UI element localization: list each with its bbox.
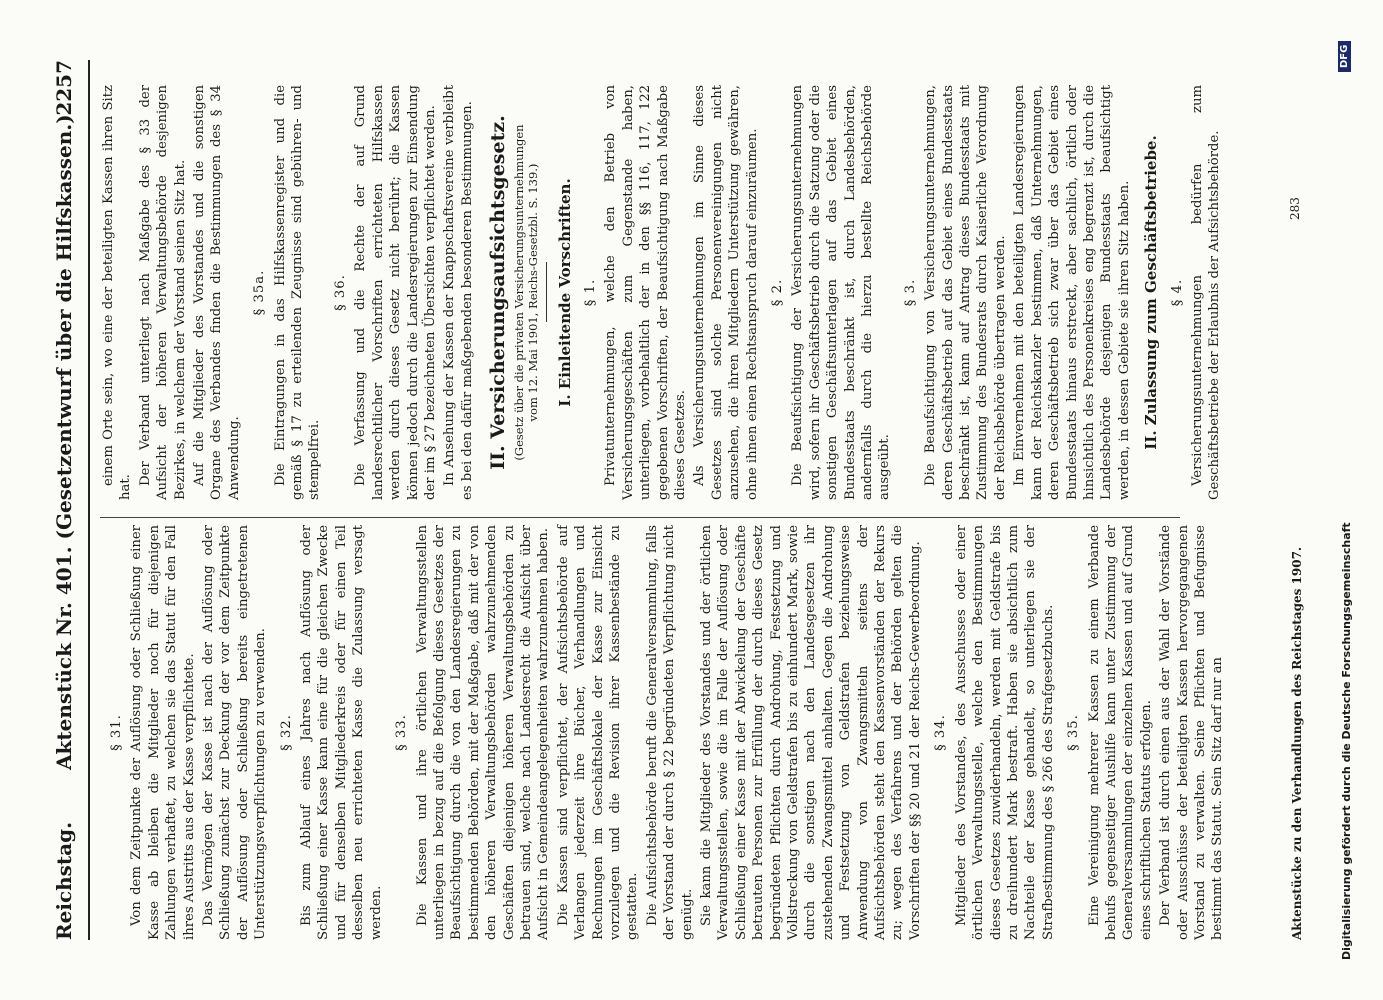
section-heading: § 35a. — [252, 269, 268, 316]
chapter-heading: II. Zulassung zum Geschäftsbetriebe. — [1142, 135, 1161, 450]
paragraph: Bis zum Ablauf eines Jahres nach Auflösung oder Schließung einer Kasse kann eine für die gleichen Zwecke und für denselben Mitgliederkreis oder für einen Teil desselben neu errichteten Kasse die Zulassung versagt werden. — [299, 525, 384, 940]
section-heading: § 31. — [109, 714, 124, 751]
paragraph: Die Kassen und ihre örtlichen Verwaltungsstellen unterliegen in bezug auf die Befolgung dieses Gesetzes der Beaufsichtigung durch die von den Landesregierungen zu bestimmenden Behörden, mit der Maßgabe, daß mit der von den höheren Verwaltungsbehörden wahrzunehmenden Geschäften diejenigen höheren Verwaltungsbehörden zu betrauen sind, welche nach Landesrecht die Aufsicht über Aufsicht in Gemeindeangelegenheiten wahrzunehmen haben. — [414, 525, 552, 940]
section-heading: § 33. — [394, 714, 410, 751]
column-divider — [100, 517, 1180, 518]
paragraph: Sie kann die Mitglieder des Vorstandes und der örtlichen Verwaltungsstellen, sowie die im Falle der Auflösung oder Schließung einer Kasse mit der Abwickelung der Geschäfte betrauten Personen zur Erfüllung der durch dieses Gesetz begründeten Pflichten durch Androhung, Festsetzung und Vollstreckung von Geldstrafen bis zu einhundert Mark, sowie durch die sonstigen nach den Landesgesetzen ihr zustehenden Zwangsmittel anhalten. Gegen die Androhung und Festsetzung von Geldstrafen beziehungsweise Anwendung von Zwangsmitteln seitens der Aufsichtsbehörden steht den Kassenvorständen der Rekurs zu; wegen des Verfahrens und der Behörden gelten die Vorschriften der §§ 20 und 21 der Reichs-Gewerbeordnung. — [699, 525, 923, 940]
paragraph: einem Orte sein, wo eine der beteiligten Kassen ihren Sitz hat. — [101, 85, 134, 500]
page-header — [34, 60, 90, 940]
header-page-number: 2257 — [52, 60, 76, 116]
paragraph: Die Aufsichtsbehörde beruft die Generalversammlung, falls der Vorstand der durch § 22 begründeten Verpflichtung nicht genügt. — [644, 525, 695, 940]
text-column-left — [100, 525, 1229, 940]
paragraph: Eine Vereinigung mehrerer Kassen zu einem Verbande behufs gegenseitiger Aushilfe kann unter Zustimmung der Generalversammlungen der einzelnen Kassen und auf Grund eines schriftlichen Statuts erfolgen. — [1086, 525, 1154, 940]
section-heading: § 4. — [1169, 278, 1185, 307]
sheet-number: 283 — [1288, 197, 1302, 220]
footer-note: Aktenstücke zu den Verhandlungen des Reichstages 1907. — [1290, 546, 1304, 940]
header-title: Aktenstück Nr. 401. (Gesetzentwurf über die Hilfskassen.) — [52, 114, 76, 770]
text-column-right — [100, 85, 1226, 500]
chapter-heading: I. Einleitende Vorschriften. — [555, 178, 574, 407]
law-citation: (Gesetz über die privaten Versicherungsunternehmungen vom 12. Mai 1901, Reichs-Gesetzbl. S. 139.) — [511, 124, 540, 461]
digitization-note: Digitalisierung gefördert durch die Deutsche Forschungsgemeinschaft — [1340, 522, 1353, 960]
part-title: II. Versicherungsaufsichtsgesetz. — [487, 115, 510, 470]
section-heading: § 36. — [332, 274, 348, 311]
section-heading: § 3. — [902, 278, 918, 307]
paragraph: Der Verband ist durch einen aus der Wahl der Vorstände oder Ausschüsse der beteiligten Kassen hervorgegangenen Vorstand zu verwalten. Seine Pflichten und Befugnisse bestimmt das Statut. Sein Sitz darf nur an — [1158, 525, 1226, 940]
paragraph: Privatunternehmungen, welche den Betrieb von Versicherungsgeschäften zum Gegenstande haben, unterliegen, vorbehaltlich der in den §§ 116, 117, 122 gegebenen Vorschriften, der Beaufsichtigung nach Maßgabe dieses Gesetzes. — [603, 85, 688, 500]
section-heading: § 1. — [582, 278, 598, 307]
section-heading: § 32. — [278, 714, 294, 751]
paragraph: Der Verband unterliegt nach Maßgabe des § 33 der Aufsicht der höheren Verwaltungsbehörde desjenigen Bezirkes, in welchem der Vorstand seinen Sitz hat. — [137, 85, 188, 500]
paragraph: Auf die Mitglieder des Vorstandes und die sonstigen Organe des Verbandes finden die Bestimmungen des § 34 Anwendung. — [192, 85, 242, 500]
paragraph: Von dem Zeitpunkte der Auflösung oder Schließung einer Kasse ab bleiben die Mitglieder noch für diejenigen Zahlungen verhaftet, zu welchen sie das Statut für den Fall ihres Austritts aus der Kasse verpflichtete. — [129, 525, 197, 940]
paragraph: Die Beaufsichtigung von Versicherungsunternehmungen, deren Geschäftsbetrieb auf das Gebiet eines Bundesstaats beschränkt ist, kann auf Antrag dieses Bundesstaats mit Zustimmung des Bundesrats durch Kaiserliche Verordnung der Reichsbehörde übertragen werden. — [923, 85, 1008, 500]
paragraph: Die Eintragungen in das Hilfskassenregister und die gemäß § 17 zu erteilenden Zeugnisse sind gebühren- und stempelfrei. — [272, 85, 323, 500]
paragraph: In Ansehung der Kassen der Knappschaftsvereine verbleibt es bei den dafür maßgebenden besonderen Bestimmungen. — [442, 85, 475, 500]
paragraph: Versicherungsunternehmungen bedürfen zum Geschäftsbetriebe der Erlaubnis der Aufsichtsbehörde. — [1189, 85, 1223, 500]
paragraph: Das Vermögen der Kasse ist nach der Auflösung oder Schließung zunächst zur Deckung der vor dem Zeitpunkte der Auflösung oder Schließung bereits eingetretenen Unterstützungsverpflichtungen zu verwenden. — [201, 525, 269, 940]
header-left: Reichstag. — [52, 821, 76, 940]
section-heading: § 35. — [1066, 714, 1082, 751]
paragraph: Die Verfassung und die Rechte der auf Grund landesrechtlicher Vorschriften errichteten Hilfskassen werden durch dieses Gesetz nicht berührt; die Kassen können jedoch durch die Landesregierungen zur Einsendung der im § 27 bezeichneten Übersichten verpflichtet werden. — [353, 85, 438, 500]
paragraph: Die Beaufsichtigung der Versicherungsunternehmungen wird, sofern ihr Geschäftsbetrieb durch die Satzung oder die sonstigen Geschäftsunterlagen auf das Gebiet eines Bundesstaats beschränkt ist, durch Landesbehörden, andernfalls durch die hierzu bestellte Reichsbehörde ausgeübt. — [790, 85, 893, 500]
paragraph: Als Versicherungsunternehmungen im Sinne dieses Gesetzes sind solche Personenvereinigungen nicht anzusehen, die ihren Mitgliedern Unterstützung gewähren, ohne ihnen einen Rechtsanspruch darauf einzuräumen. — [692, 85, 760, 500]
separator-rule — [546, 263, 547, 323]
paragraph: Im Einvernehmen mit den beteiligten Landesregierungen kann der Reichskanzler bestimmen, daß Unternehmungen, deren Geschäftsbetrieb sich zwar über das Gebiet eines Bundesstaats hinaus erstreckt, aber sachlich, örtlich oder hinsichtlich des Personenkreises eng begrenzt ist, durch die Landesbehörde desjenigen Bundesstaats beaufsichtigt werden, in dessen Gebiete sie ihren Sitz haben. — [1012, 85, 1132, 500]
section-heading: § 34. — [933, 714, 949, 751]
paragraph: Die Kassen sind verpflichtet, der Aufsichtsbehörde auf Verlangen jederzeit ihre Bücher, Verhandlungen und Rechnungen im Geschäftslokale der Kasse zur Einsicht vorzulegen und die Revision ihrer Kassenbestände zu gestatten. — [555, 525, 641, 940]
section-heading: § 2. — [770, 278, 785, 307]
dfg-logo: DFG — [1338, 41, 1351, 72]
paragraph: Mitglieder des Vorstandes, des Ausschusses oder einer örtlichen Verwaltungsstelle, welche den Bestimmungen dieses Gesetzes zuwiderhandeln, werden mit Geldstrafe bis zu dreihundert Mark bestraft. Haben sie absichtlich zum Nachteile der Kasse gehandelt, so unterliegen sie der Strafbestimmung des § 266 des Strafgesetzbuchs. — [953, 525, 1056, 940]
